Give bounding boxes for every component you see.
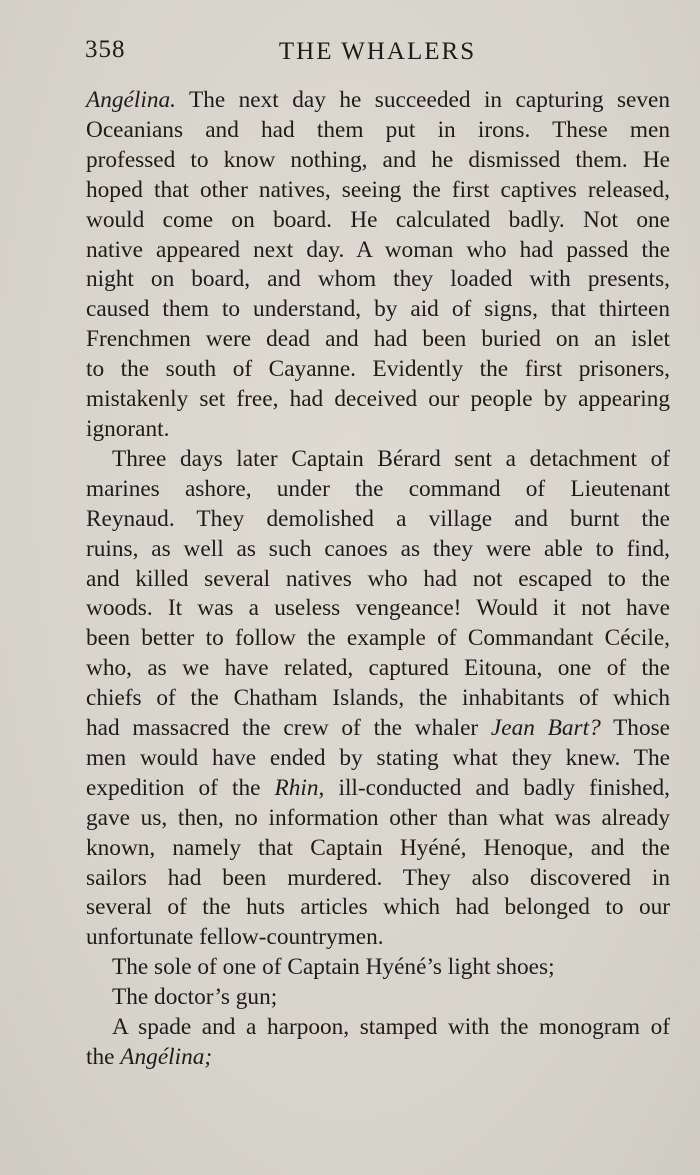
page-header [85,36,670,76]
text-line: The sole of one of Captain Hyéné’s light shoes; [112,954,555,981]
text-line: native appeared next day. A woman who had passed the [86,236,670,263]
text-line: hoped that other natives, seeing the first captives released, [86,176,670,203]
text-line: Reynaud. They demolished a village and burnt the [86,505,670,532]
text-line: ruins, as well as such canoes as they were able to find, [86,535,670,562]
text-line: ignorant. [86,415,170,442]
italic-text: Angélina. [86,87,176,113]
text-line: sailors had been murdered. They also discovered in [86,864,670,891]
text-line: marines ashore, under the command of Lieutenant [86,475,670,502]
text-run: the [86,1044,121,1070]
text-line: Oceanians and had them put in irons. These men [86,116,670,143]
text-line: Three days later Captain Bérard sent a detachment of [112,445,670,472]
text-line: A spade and a harpoon, stamped with the monogram of [112,1014,670,1041]
text-line: men would have ended by stating what they knew. The [86,744,670,771]
text-line [86,714,670,744]
text-line: caused them to understand, by aid of signs, that thirteen [86,296,670,323]
text-line [86,1043,670,1073]
text-line: to the south of Cayanne. Evidently the first prisoners, [86,356,670,383]
text-line: gave us, then, no information other than what was already [86,804,670,831]
text-line: professed to know nothing, and he dismissed them. He [86,146,670,173]
italic-text: Rhin, [274,774,325,801]
text-line: Frenchmen were dead and had been buried on an islet [86,326,670,353]
text-line: who, as we have related, captured Eitouna, one of the [86,655,670,682]
italic-text: Jean Bart? [490,715,601,742]
text-line: been better to follow the example of Commandant Cécile, [86,625,670,652]
text-run: ill-conducted and badly finished, [324,774,671,801]
text-line: would come on board. He calculated badly. Not one [86,206,670,233]
italic-text: Angélina; [120,1044,213,1070]
text-run: The next day he succeeded in capturing seven [175,87,670,113]
text-line: several of the huts articles which had belonged to our [86,894,670,921]
text-run: Those [600,715,671,742]
text-run: expedition of the [86,774,275,801]
text-line: woods. It was a useless vengeance! Would it not have [86,595,670,622]
text-run: had massacred the crew of the whaler [86,715,491,742]
page-number: 358 [85,36,126,63]
text-line: chiefs of the Chatham Islands, the inhabitants of which [86,685,670,712]
text-line: night on board, and whom they loaded with presents, [86,266,670,293]
text-line [86,86,670,116]
text-line: mistakenly set free, had deceived our people by appearing [86,386,670,413]
text-line: The doctor’s gun; [112,984,278,1011]
running-title: THE WHALERS [278,38,477,65]
text-line: known, namely that Captain Hyéné, Henoque, and the [86,834,670,861]
text-line: unfortunate fellow-countrymen. [86,924,384,951]
text-line [86,774,670,804]
body-text [86,86,670,1073]
text-line: and killed several natives who had not escaped to the [86,565,670,592]
